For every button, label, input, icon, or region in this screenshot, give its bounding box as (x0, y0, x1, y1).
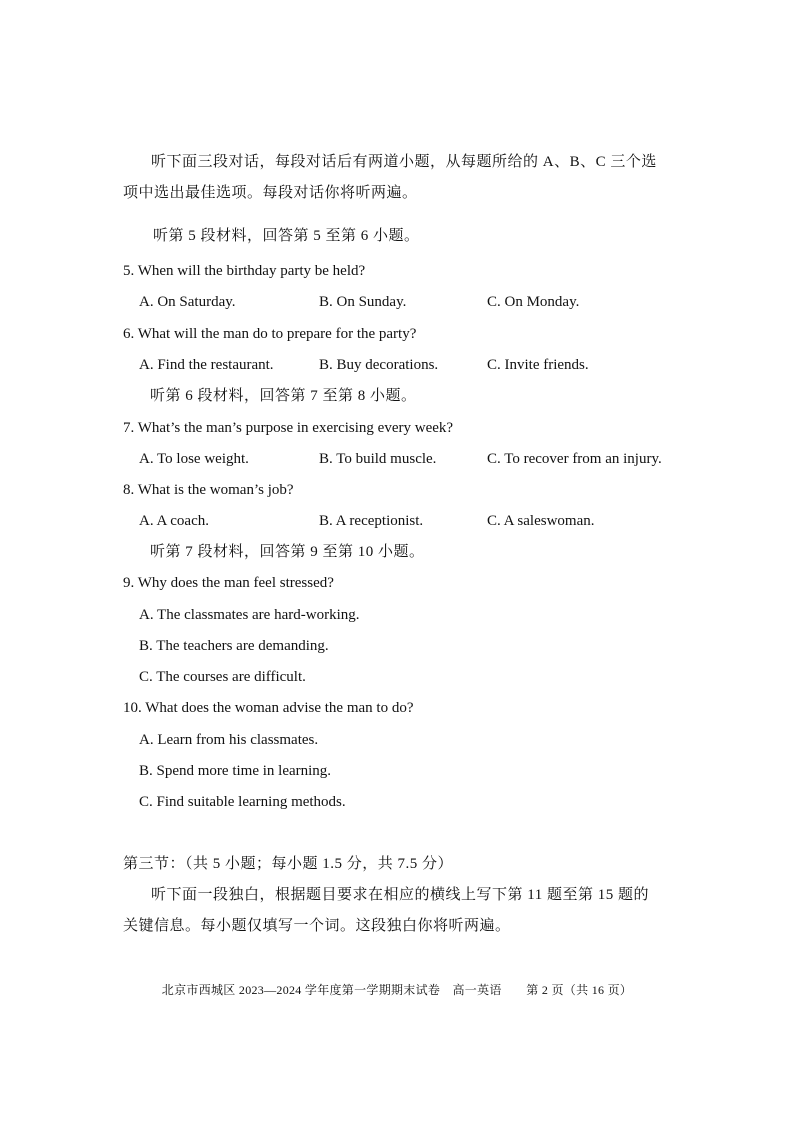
question-8-option-a: A. A coach. (139, 513, 209, 529)
question-9-option-c: C. The courses are difficult. (139, 669, 306, 685)
question-5: 5. When will the birthday party be held? (123, 263, 366, 279)
question-7-option-b: B. To build muscle. (319, 451, 437, 467)
question-6-option-a: A. Find the restaurant. (139, 357, 274, 373)
group-instruction-5: 听第 5 段材料，回答第 5 至第 6 小题。 (153, 228, 420, 244)
question-8: 8. What is the woman’s job? (123, 482, 294, 498)
question-5-option-c: C. On Monday. (487, 294, 580, 310)
question-10-option-c: C. Find suitable learning methods. (139, 794, 346, 810)
section2-intro-line1: 听下面三段对话，每段对话后有两道小题，从每题所给的 A、B、C 三个选 (151, 154, 657, 170)
section3-heading: 第三节：（共 5 小题；每小题 1.5 分，共 7.5 分） (123, 856, 454, 872)
group-instruction-6: 听第 6 段材料，回答第 7 至第 8 小题。 (150, 388, 417, 404)
question-9: 9. Why does the man feel stressed? (123, 575, 334, 591)
question-10-option-b: B. Spend more time in learning. (139, 763, 332, 779)
section2-intro-line2: 项中选出最佳选项。每段对话你将听两遍。 (123, 185, 418, 201)
question-6-option-b: B. Buy decorations. (319, 357, 439, 373)
question-9-option-b: B. The teachers are demanding. (139, 638, 329, 654)
question-7-option-a: A. To lose weight. (139, 451, 249, 467)
group-instruction-7: 听第 7 段材料，回答第 9 至第 10 小题。 (150, 544, 425, 560)
question-6-option-c: C. Invite friends. (487, 357, 589, 373)
question-10-option-a: A. Learn from his classmates. (139, 732, 319, 748)
question-9-option-a: A. The classmates are hard-working. (139, 607, 360, 623)
question-8-option-c: C. A saleswoman. (487, 513, 595, 529)
question-10: 10. What does the woman advise the man to do? (123, 700, 414, 716)
section3-instruction-line2: 关键信息。每小题仅填写一个词。这段独白你将听两遍。 (123, 918, 511, 934)
question-6: 6. What will the man do to prepare for the party? (123, 326, 417, 342)
question-7: 7. What’s the man’s purpose in exercising every week? (123, 420, 454, 436)
question-5-option-b: B. On Sunday. (319, 294, 407, 310)
page-footer: 北京市西城区 2023—2024 学年度第一学期期末试卷 高一英语 第 2 页（共 16 页） (161, 983, 633, 997)
section3-instruction-line1: 听下面一段独白，根据题目要求在相应的横线上写下第 11 题至第 15 题的 (151, 887, 649, 903)
question-8-option-b: B. A receptionist. (319, 513, 424, 529)
question-7-option-c: C. To recover from an injury. (487, 451, 662, 467)
question-5-option-a: A. On Saturday. (139, 294, 236, 310)
